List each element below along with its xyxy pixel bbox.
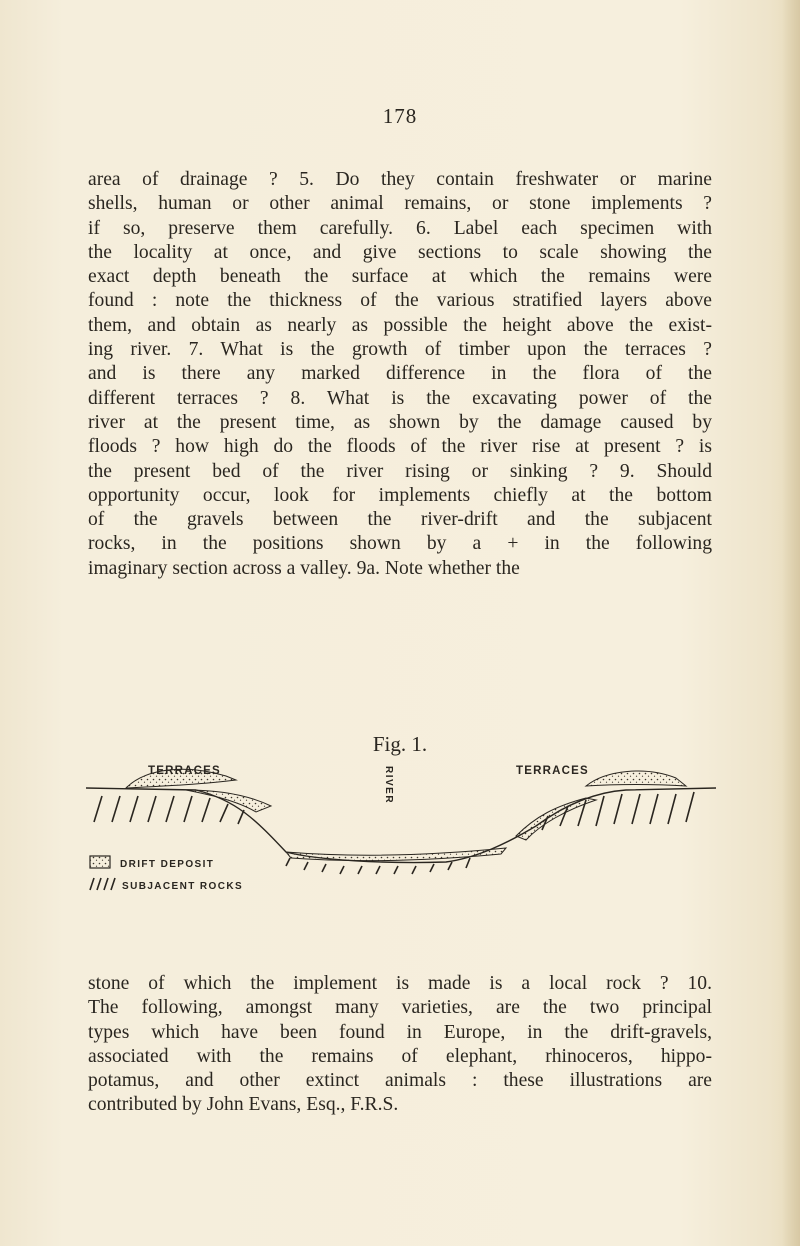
text-line: ing river. 7. What is the growth of timber upon the terraces ?: [88, 339, 712, 361]
drift-deposit-right-upper: [586, 771, 686, 786]
text-line: exact depth beneath the surface at which the remains were: [88, 266, 712, 288]
label-river: RIVER: [383, 766, 394, 805]
text-line: found : note the thickness of the various stratified layers above: [88, 290, 712, 312]
text-line: them, and obtain as nearly as possible the height above the exist-: [88, 314, 712, 336]
text-line: stone of which the implement is made is a local rock ? 10.: [88, 973, 712, 994]
page-edge-shadow: [782, 0, 800, 1246]
text-line: if so, preserve them carefully. 6. Label each specimen with: [88, 217, 712, 239]
paragraph-1: [88, 168, 712, 581]
text-line: imaginary section across a valley. 9a. Note whether the: [88, 557, 520, 579]
text-line: river at the present time, as shown by the damage caused by: [88, 411, 712, 433]
text-line: rocks, in the positions shown by a + in the following: [88, 533, 712, 555]
label-terraces-right: TERRACES: [516, 765, 589, 777]
paragraph-2: [88, 972, 712, 1118]
valley-section-figure: [86, 760, 726, 910]
subjacent-rocks-layer: [86, 788, 706, 864]
legend-rocks-swatch: [90, 878, 115, 890]
legend-rocks-label: SUBJACENT ROCKS: [122, 881, 244, 892]
text-line: floods ? how high do the floods of the river rise at present ? is: [88, 436, 712, 458]
drift-deposit-left-lower: [186, 790, 271, 812]
page-number: 178: [382, 104, 418, 128]
text-line: and is there any marked difference in the flora of the: [88, 363, 712, 385]
valley-profile-line: [86, 788, 716, 863]
legend-drift-swatch: [90, 856, 110, 868]
drift-deposit-right-lower: [516, 798, 596, 840]
label-terraces-left: TERRACES: [148, 765, 221, 777]
text-line: The following, amongst many varieties, are the two principal: [88, 997, 712, 1019]
text-line: the locality at once, and give sections to scale showing the: [88, 241, 712, 263]
figure-title: Fig. 1.: [372, 732, 428, 756]
text-line: different terraces ? 8. What is the excavating power of the: [88, 387, 712, 409]
text-line: types which have been found in Europe, in the drift-gravels,: [88, 1021, 712, 1043]
text-line: shells, human or other animal remains, or stone implements ?: [88, 193, 712, 215]
text-line: the present bed of the river rising or sinking ? 9. Should: [88, 460, 712, 482]
text-line: potamus, and other extinct animals : these illustrations are: [88, 1070, 712, 1092]
drift-deposit-valley-floor: [286, 848, 506, 861]
text-line: contributed by John Evans, Esq., F.R.S.: [88, 1094, 399, 1116]
text-line: associated with the remains of elephant, rhinoceros, hippo-: [88, 1045, 712, 1067]
legend-drift-label: DRIFT DEPOSIT: [120, 859, 215, 870]
text-line: opportunity occur, look for implements chiefly at the bottom: [88, 484, 712, 506]
text-line: area of drainage ? 5. Do they contain freshwater or marine: [88, 169, 712, 190]
text-line: of the gravels between the river-drift and the subjacent: [88, 509, 712, 531]
